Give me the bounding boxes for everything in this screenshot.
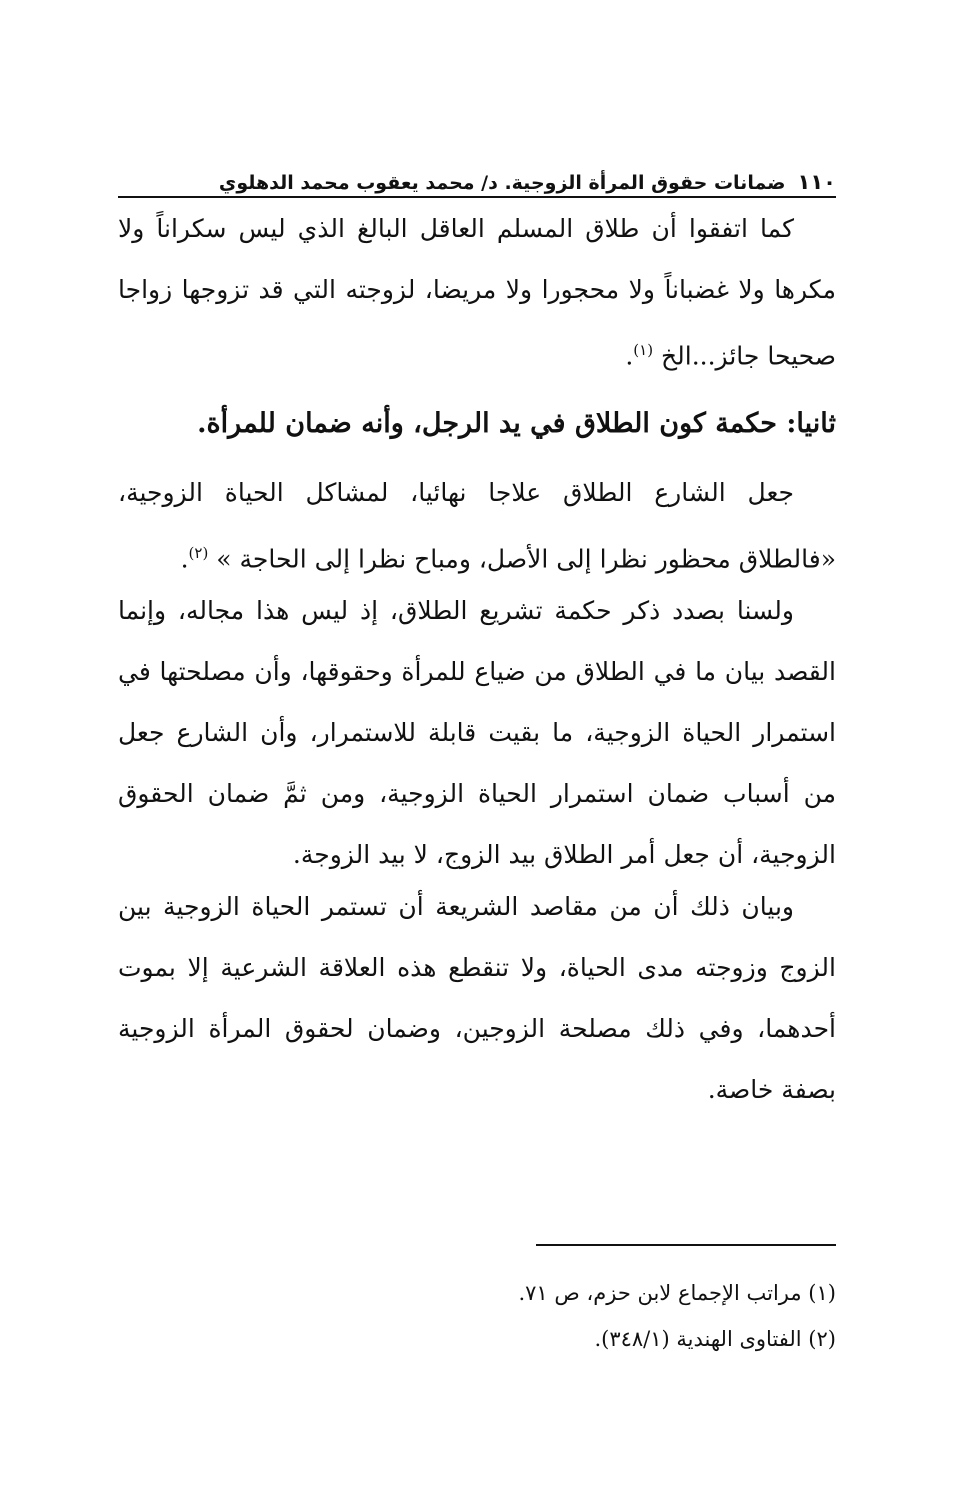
paragraph-4-text: وبيان ذلك أن من مقاصد الشريعة أن تستمر الحياة الزوجية بين الزوج وزوجته مدى الحياة، ولا تنقطع هذه العلاقة الشرعية إلا بموت أحدهما، وفي ذلك مصلحة الزوجين، وضمان لحقوق المرأة الزوجية بصفة خاصة.: [118, 892, 836, 1104]
paragraph-3-text: ولسنا بصدد ذكر حكمة تشريع الطلاق، إذ ليس هذا مجاله، وإنما القصد بيان ما في الطلاق من ضياع للمرأة وحقوقها، وأن مصلحتها في استمرار الحياة الزوجية، ما بقيت قابلة للاستمرار، وأن الشارع جعل من أسباب ضمان استمرار الحياة الزوجية، ومن ثمَّ ضمان الحقوق الزوجية، أن جعل أمر الطلاق بيد الزوج، لا بيد الزوجة.: [118, 596, 836, 869]
page-number: ١١٠: [797, 170, 836, 194]
paragraph-2: [118, 462, 836, 589]
paragraph-2-end: .: [180, 544, 189, 574]
paragraph-1: [118, 198, 836, 386]
footnote-1: (١) مراتب الإجماع لابن حزم، ص ٧١.: [518, 1281, 836, 1305]
footnote-ref-2: (٢): [188, 544, 209, 562]
footnote-2: (٢) الفتاوى الهندية (٣٤٨/١).: [594, 1327, 836, 1351]
footnote-rule: [536, 1244, 836, 1246]
footnotes: [118, 1270, 836, 1362]
header-title: ضمانات حقوق المرأة الزوجية. د/ محمد يعقوب محمد الدهلوي: [218, 172, 786, 194]
paragraph-4: [118, 876, 836, 1120]
paragraph-3: [118, 580, 836, 885]
paragraph-1-end: .: [625, 341, 634, 371]
paragraph-2-text: جعل الشارع الطلاق علاجا نهائيا، لمشاكل الحياة الزوجية، «فالطلاق محظور نظرا إلى الأصل، ومباح نظرا إلى الحاجة »: [118, 478, 836, 574]
section-heading: ثانيا: حكمة كون الطلاق في يد الرجل، وأنه ضمان للمرأة.: [197, 408, 836, 439]
paragraph-1-text: كما اتفقوا أن طلاق المسلم العاقل البالغ الذي ليس سكراناً ولا مكرها ولا غضباناً ولا محجورا ولا مريضا، لزوجته التي قد تزوجها زواجا صحيحا جائز...الخ: [118, 214, 836, 371]
footnote-ref-1: (١): [633, 341, 654, 359]
running-header: [118, 158, 836, 194]
